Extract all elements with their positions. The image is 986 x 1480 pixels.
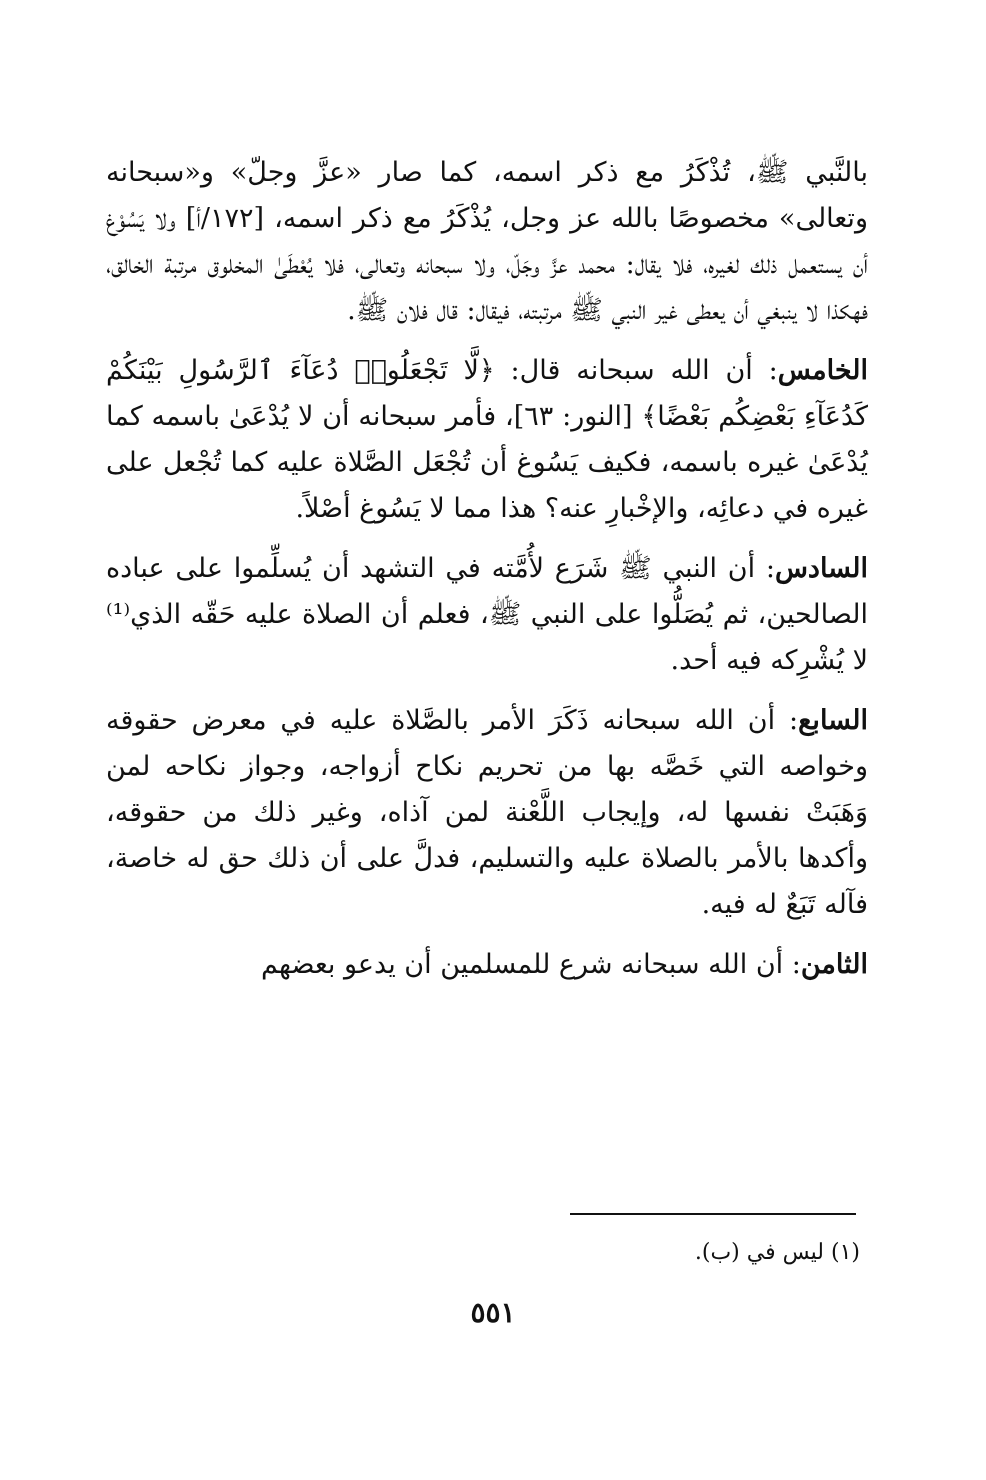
paragraph-heading: الثامن — [800, 949, 868, 980]
footnote-item: (١) ليس في (ب). — [694, 1240, 860, 1265]
paragraph-heading: الخامس — [777, 355, 868, 386]
paragraph-intro — [106, 150, 868, 334]
paragraph-text: : أن النبي ﷺ شَرَع لأُمَّته في التشهد أن يُسلِّموا على عباده الصالحين، ثم يُصَلُّوا على النبي ﷺ، فعلم أن الصلاة عليه حَقّه الذي⁽¹⁾ لا يُشْرِكه فيه أحد. — [106, 553, 868, 676]
page-number: ٥٥١ — [470, 1296, 516, 1329]
main-text — [106, 150, 868, 1002]
paragraph-text: : أن الله سبحانه شرع للمسلمين أن يدعو بعضهم — [261, 949, 801, 980]
footnote-separator — [570, 1213, 856, 1215]
paragraph-heading: السابع — [798, 705, 868, 736]
paragraph-heading: السادس — [774, 553, 868, 584]
footnotes — [106, 1236, 860, 1270]
paragraph-fifth — [106, 348, 868, 532]
paragraph-eighth — [106, 942, 868, 988]
paragraph-text: بالنَّبي ﷺ، تُذْكَرُ مع ذكر اسمه، كما صار «عزَّ وجلّ» و«سبحانه وتعالى» مخصوصًا بالله عز وجل، يُذْكَرُ مع ذكر اسمه، [١٧٢/أ] ولا يَسُوْغ أن يستعمل ذلك لغيره، فلا يقال: محمد عزَّ وجَلّ، ولا سبحانه وتعالى، فلا يُعْطَىٰ المخلوق مرتبة الخالق، فهكذا لا ينبغي أن يعطى غير النبي ﷺ مرتبته، فيقال: قال فلان ﷺ. — [106, 157, 868, 326]
paragraph-text: : أن الله سبحانه قال: ﴿لَّا تَجْعَلُوا۟ دُعَآءَ ٱلرَّسُولِ بَيْنَكُمْ كَدُعَآءِ بَعْضِكُم بَعْضًا﴾ [النور: ٦٣]، فأمر سبحانه أن لا يُدْعَىٰ باسمه كما يُدْعَىٰ غيره باسمه، فكيف يَسُوغ أن تُجْعَل الصَّلاة عليه كما تُجْعل على غيره في دعائِه، والإخْبارِ عنه؟ هذا مما لا يَسُوغ أصْلاً. — [106, 355, 869, 524]
paragraph-sixth — [106, 546, 868, 684]
paragraph-seventh — [106, 698, 868, 928]
paragraph-text: : أن الله سبحانه ذَكَرَ الأمر بالصَّلاة عليه في معرض حقوقه وخواصه التي خَصَّه بها من تحريم نكاح أزواجه، وجواز نكاحه لمن وَهَبَتْ نفسها له، وإيجاب اللَّعْنة لمن آذاه، وغير ذلك من حقوقه، وأكدها بالأمر بالصلاة عليه والتسليم، فدلَّ على أن ذلك حق له خاصة، فآله تَبَعٌ له فيه. — [106, 705, 868, 920]
